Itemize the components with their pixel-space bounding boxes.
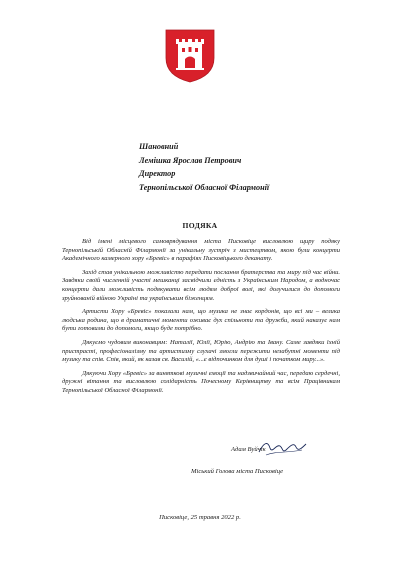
letter-title: ПОДЯКА (182, 221, 218, 230)
recipient-name: Лемішка Ярослав Петрович (139, 155, 242, 165)
recipient-greeting: Шановний (139, 142, 179, 151)
dateline: Писковіце, 25 травня 2022 р. (159, 514, 241, 521)
signatory-name: Адам Вуйчік (231, 446, 266, 453)
body-paragraph: Дякуємо чудовим виконавцям: Наталії, Юлії, Юрію, Андрію та Івану. Саме завдяки їхній пристрасті, професіоналізму та артистизму слухачі змогли пережити незабутні моменти під музику та спів. Спів, який, як казав св. Василій, «...є відпочинком для душі і початком миру...». (62, 338, 340, 364)
recipient-organization: Тернопільської Обласної Філармонії (139, 182, 270, 192)
coat-of-arms-logo (164, 28, 216, 84)
body-paragraph: Захід став унікальною можливістю передати послання братерства та миру під час війни. Завдяки своїй численній участі мешканці засвідчили єдність з Українським Народом, а водночас концерти дали можливість подякувати всім людям доброї волі, які долучилися до допомоги зруйнованій війною Україні та українським біженцям. (62, 268, 340, 302)
body-paragraph: Від імені місцевого самоврядування міста Писковіце висловлюю щиру подяку Тернопільській Обласній Філармонії за унікальну зустріч з мистецтвом, якою були концерти Академічного камерного хору «Бревіс» в парафіях Писковіцького деканату. (62, 238, 340, 263)
recipient-position: Директор (139, 169, 176, 178)
body-paragraph: Артисти Хору «Бревіс» показали нам, що музика не знає кордонів, що всі ми – велика людська родина, що в драматичні моменти оживає дух спільноти та дружби, який наказує нам бути готовими до допомоги, якщо буде потрібно. (62, 308, 340, 333)
body-paragraph: Дякуючи Хору «Бревіс» за виняткові музичні емоції та надзвичайний час, передаю сердечні, дружні вітання та висловлюю солідарність Почесному Керівництву та всім Працівникам Тернопільської Обласної Філармонії. (62, 369, 340, 394)
signatory-title: Міський Голова міста Писковіце (191, 468, 284, 475)
recipient-address-block (139, 140, 269, 194)
letter-body (62, 238, 340, 401)
